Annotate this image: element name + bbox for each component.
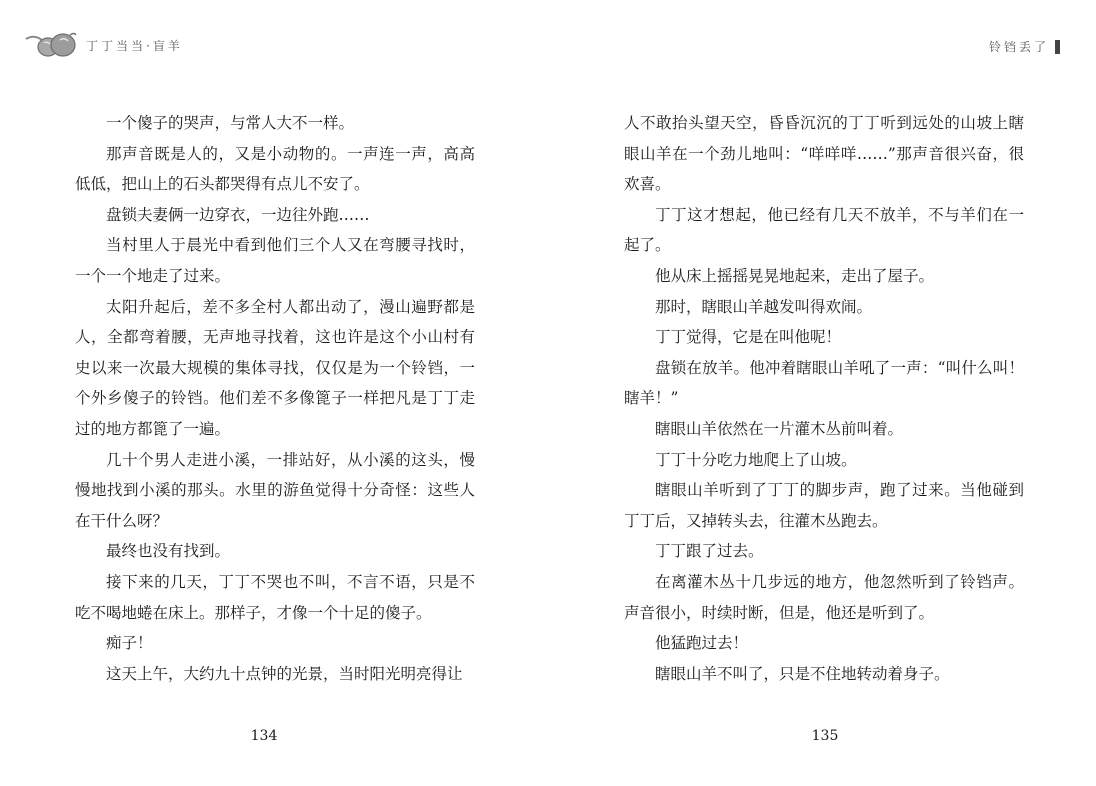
paragraph: 那声音既是人的，又是小动物的。一声连一声，高高低低，把山上的石头都哭得有点儿不安了。 bbox=[75, 144, 475, 194]
paragraph: 一个傻子的哭声，与常人大不一样。 bbox=[106, 114, 355, 132]
page-number-left: 134 bbox=[250, 728, 278, 744]
paragraph: 丁丁跟了过去。 bbox=[655, 542, 764, 561]
paragraph: 盘锁在放羊。他冲着瞎眼山羊吼了一声：“叫什么叫！瞎羊！” bbox=[624, 358, 1024, 408]
paragraph: 在离灌木丛十几步远的地方，他忽然听到了铃铛声。声音很小，时续时断，但是，他还是听到了。 bbox=[624, 572, 1024, 622]
left-page-text bbox=[75, 108, 475, 689]
paragraph: 接下来的几天，丁丁不哭也不叫，不言不语，只是不吃不喝地蜷在床上。那样子，才像一个十足的傻子。 bbox=[75, 572, 475, 622]
paragraph: 他猛跑过去！ bbox=[655, 634, 749, 653]
paragraph: 当村里人于晨光中看到他们三个人又在弯腰寻找时，一个一个地走了过来。 bbox=[75, 236, 475, 285]
paragraph: 最终也没有找到。 bbox=[106, 542, 231, 561]
paragraph: 盘锁夫妻俩一边穿衣，一边往外跑…… bbox=[106, 205, 370, 224]
book-title: 铃铛丢了 bbox=[988, 40, 1049, 54]
paragraph: 这天上午，大约九十点钟的光景，当时阳光明亮得让 bbox=[106, 664, 463, 683]
series-title: 丁丁当当·盲羊 bbox=[86, 38, 183, 53]
header-bar-mark bbox=[1055, 40, 1060, 54]
paragraph: 痴子！ bbox=[106, 634, 153, 653]
right-page-text bbox=[624, 108, 1024, 689]
paragraph: 瞎眼山羊听到了丁丁的脚步声，跑了过来。当他碰到丁丁后，又掉转头去，往灌木丛跑去。 bbox=[624, 481, 1024, 530]
paragraph: 他从床上摇摇晃晃地起来，走出了屋子。 bbox=[655, 266, 935, 285]
paragraph: 丁丁觉得，它是在叫他呢！ bbox=[655, 328, 842, 347]
paragraph: 瞎眼山羊不叫了，只是不住地转动着身子。 bbox=[655, 664, 950, 683]
paragraph: 丁丁这才想起，他已经有几天不放羊，不与羊们在一起了。 bbox=[624, 205, 1024, 255]
paragraph: 太阳升起后，差不多全村人都出动了，漫山遍野都是人，全都弯着腰，无声地寻找着，这也许是这个小山村有史以来一次最大规模的集体寻找，仅仅是为一个铃铛，一个外乡傻子的铃铛。他们差不多像篦子一样把凡是丁丁走过的地方都篦了一遍。 bbox=[75, 297, 475, 438]
running-header-left bbox=[24, 30, 183, 60]
paragraph: 人不敢抬头望天空，昏昏沉沉的丁丁听到远处的山坡上瞎眼山羊在一个劲儿地叫：“咩咩咩……”那声音很兴奋，很欢喜。 bbox=[624, 114, 1024, 194]
gourd-logo-icon bbox=[24, 30, 78, 60]
paragraph: 瞎眼山羊依然在一片灌木丛前叫着。 bbox=[655, 419, 904, 438]
paragraph: 几十个男人走进小溪，一排站好，从小溪的这头，慢慢地找到小溪的那头。水里的游鱼觉得十分奇怪：这些人在干什么呀？ bbox=[75, 450, 475, 530]
page-number-right: 135 bbox=[811, 728, 839, 744]
paragraph: 丁丁十分吃力地爬上了山坡。 bbox=[655, 450, 857, 469]
paragraph: 那时，瞎眼山羊越发叫得欢闹。 bbox=[655, 297, 873, 316]
running-header-right bbox=[989, 38, 1060, 55]
